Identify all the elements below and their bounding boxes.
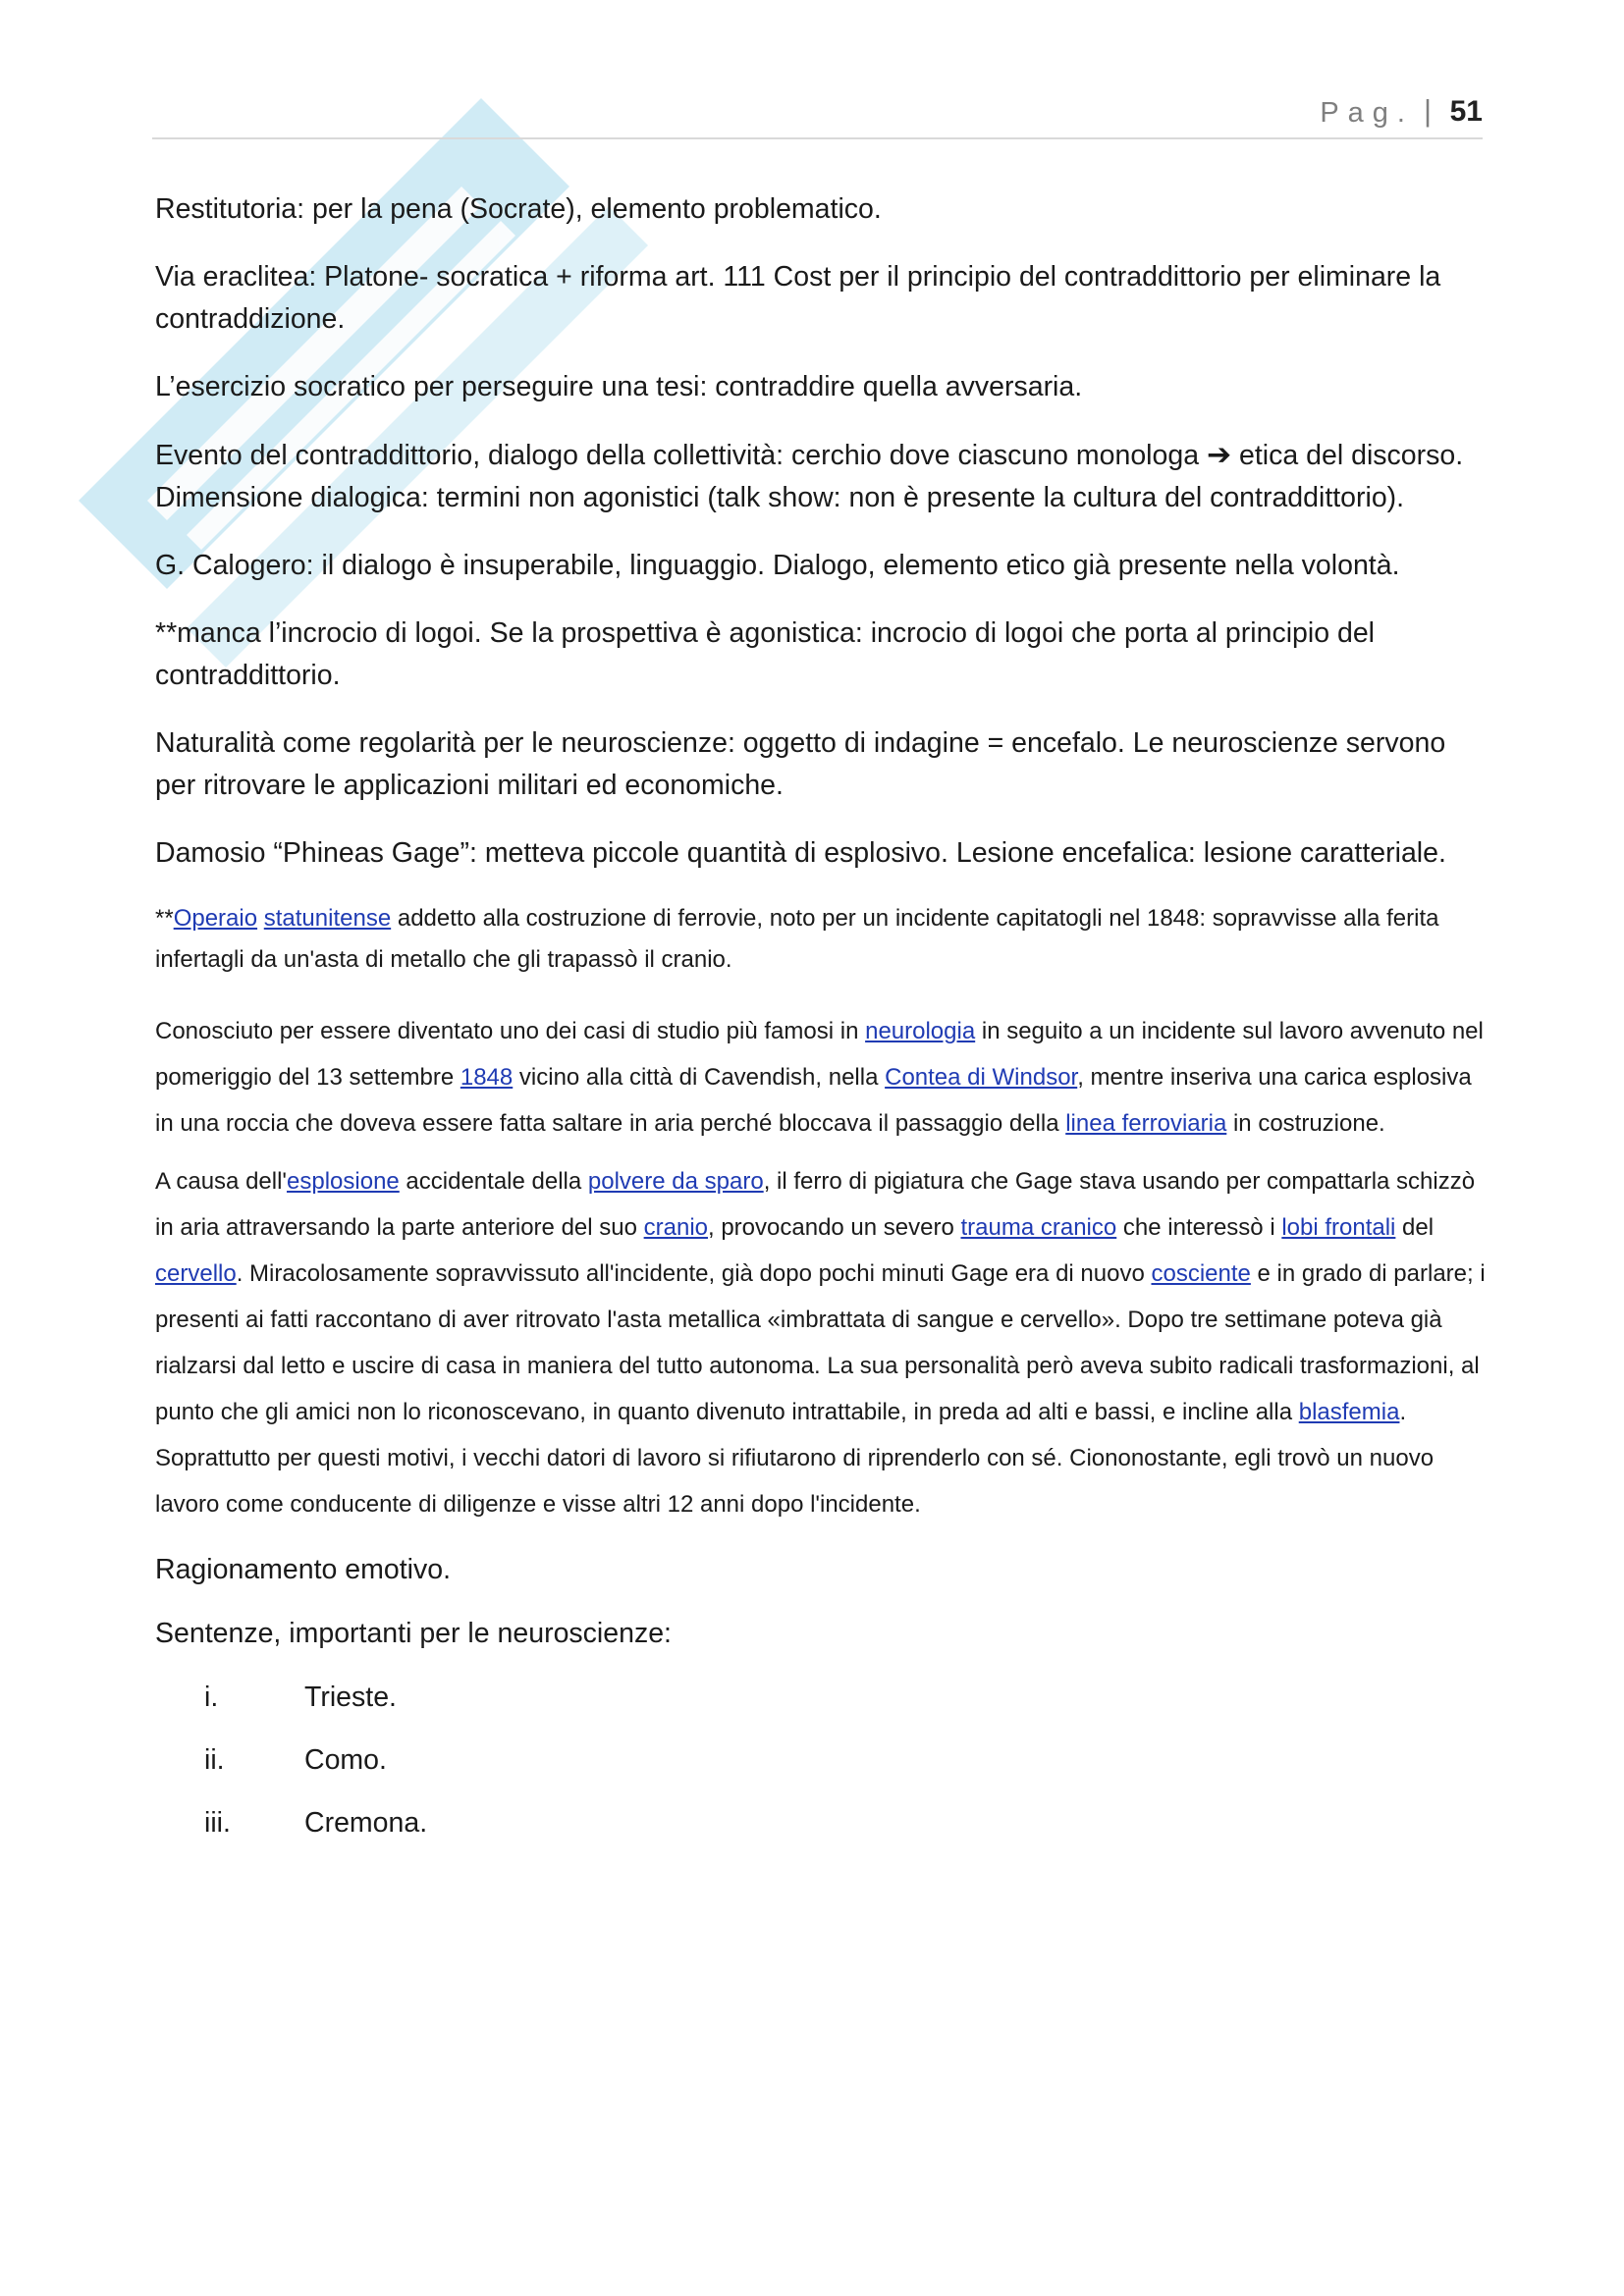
page-header — [152, 93, 1483, 139]
list-item-number: iii. — [204, 1807, 231, 1839]
list-item — [155, 1739, 1490, 1802]
page-number: 51 — [1449, 95, 1483, 128]
sentenze-list — [155, 1677, 1490, 1865]
quote-text: accidentale della — [399, 1168, 588, 1195]
link-contea-di-windsor[interactable]: Contea di Windsor — [885, 1064, 1078, 1091]
quote-text: , mentre inseriva una carica esplosiva in una roccia che doveva essere fatta saltare in aria perché bloccava il passaggio della — [155, 1064, 1472, 1137]
quote-text: . Miracolosamente sopravvissuto all'incidente, già dopo pochi minuti Gage era di nuovo — [236, 1260, 1152, 1287]
list-item-text: Cremona. — [304, 1807, 428, 1839]
quote-paragraph-1 — [155, 1008, 1490, 1147]
paragraph-damosio: Damosio “Phineas Gage”: metteva piccole quantità di esplosivo. Lesione encefalica: lesione caratteriale. — [155, 837, 1446, 869]
list-item — [155, 1802, 1490, 1865]
paragraph-sentenze: Sentenze, importanti per le neuroscienze: — [155, 1618, 672, 1649]
footnote-operaio — [155, 898, 1490, 981]
quote-text: . Soprattutto per questi motivi, i vecchi datori di lavoro si rifiutarono di riprenderlo con sé. Ciononostante, egli trovò un nuovo lavoro come conducente di diligenze e visse altri 12 anni dopo l'incidente. — [155, 1399, 1435, 1518]
link-cervello[interactable]: cervello — [155, 1260, 237, 1287]
paragraph-calogero: G. Calogero: il dialogo è insuperabile, linguaggio. Dialogo, elemento etico già presente nella volontà. — [155, 550, 1400, 581]
quote-text: vicino alla città di Cavendish, nella — [513, 1064, 886, 1091]
link-polvere-da-sparo[interactable]: polvere da sparo — [587, 1168, 764, 1195]
quote-text: del — [1395, 1214, 1435, 1241]
list-item — [155, 1677, 1490, 1739]
link-cranio[interactable]: cranio — [643, 1214, 708, 1241]
quote-text: Conosciuto per essere diventato uno dei casi di studio più famosi in — [155, 1018, 866, 1044]
link-linea-ferroviaria[interactable]: linea ferroviaria — [1065, 1110, 1227, 1137]
quote-text: , provocando un severo — [708, 1214, 961, 1241]
list-item-number: ii. — [204, 1744, 225, 1776]
paragraph-text: etica del discorso. — [1231, 440, 1464, 471]
quote-paragraph-2 — [155, 1158, 1490, 1527]
link-cosciente[interactable]: cosciente — [1151, 1260, 1251, 1287]
link-1848[interactable]: 1848 — [460, 1064, 514, 1091]
quote-text: , il ferro di pigiatura che Gage stava usando per compattarla schizzò in aria attraversando la parte anteriore del suo — [155, 1168, 1476, 1241]
paragraph-evento-contraddittorio — [155, 434, 1490, 519]
link-trauma-cranico[interactable]: trauma cranico — [960, 1214, 1117, 1241]
footnote-text: addetto alla costruzione di ferrovie, noto per un incidente capitatogli nel 1848: sopravvisse alla ferita infertagli da un'asta di metallo che gli trapassò il cranio. — [155, 905, 1439, 973]
link-lobi-frontali[interactable]: lobi frontali — [1281, 1214, 1396, 1241]
paragraph-ragionamento: Ragionamento emotivo. — [155, 1554, 452, 1585]
paragraph-via-eraclitea: Via eraclitea: Platone- socratica + riforma art. 111 Cost per il principio del contraddittorio per eliminare la contraddizione. — [155, 261, 1441, 335]
link-operaio[interactable]: Operaio — [173, 905, 258, 932]
link-neurologia[interactable]: neurologia — [865, 1018, 976, 1044]
quote-text: che interessò i — [1116, 1214, 1282, 1241]
paragraph-restitutoria: Restitutoria: per la pena (Socrate), elemento problematico. — [155, 193, 882, 225]
quote-text: in seguito a un incidente sul lavoro avvenuto nel pomeriggio del 13 settembre — [155, 1018, 1484, 1091]
list-item-text: Como. — [304, 1744, 387, 1776]
paragraph-esercizio-socratico: L’esercizio socratico per perseguire una tesi: contraddire quella avversaria. — [155, 371, 1083, 402]
quote-text: A causa dell' — [155, 1168, 288, 1195]
footnote-marker: ** — [155, 905, 174, 932]
quote-text: e in grado di parlare; i presenti ai fatti raccontano di aver ritrovato l'asta metallica «imbrattata di sangue e cervello». Dopo tre settimane poteva già rialzarsi dal letto e uscire di casa in maniera del tutto autonoma. La sua personalità però aveva subito radicali trasformazioni, al punto che gli amici non lo riconoscevano, in quanto divenuto intrattabile, in preda ad alti e bassi, e incline alla — [155, 1260, 1486, 1425]
paragraph-naturalita: Naturalità come regolarità per le neuroscienze: oggetto di indagine = encefalo. Le neuroscienze servono per ritrovare le applicazioni militari ed economiche. — [155, 727, 1446, 801]
list-item-text: Trieste. — [304, 1682, 397, 1713]
link-blasfemia[interactable]: blasfemia — [1298, 1399, 1400, 1425]
list-item-number: i. — [204, 1682, 219, 1713]
paragraph-text: Evento del contraddittorio, dialogo della collettività: cerchio dove ciascuno monologa — [155, 440, 1207, 471]
page-body — [155, 188, 1490, 1865]
paragraph-logoi: **manca l’incrocio di logoi. Se la prospettiva è agonistica: incrocio di logoi che porta al principio del contraddittorio. — [155, 617, 1376, 691]
link-esplosione[interactable]: esplosione — [287, 1168, 400, 1195]
page-separator: | — [1423, 93, 1432, 128]
quote-text: in costruzione. — [1226, 1110, 1385, 1137]
arrow-right-icon: ➔ — [1206, 439, 1232, 471]
link-statunitense[interactable]: statunitense — [263, 905, 392, 932]
paragraph-text: Dimensione dialogica: termini non agonistici (talk show: non è presente la cultura del contraddittorio). — [155, 482, 1405, 513]
page-label: Pag. — [1320, 97, 1414, 129]
